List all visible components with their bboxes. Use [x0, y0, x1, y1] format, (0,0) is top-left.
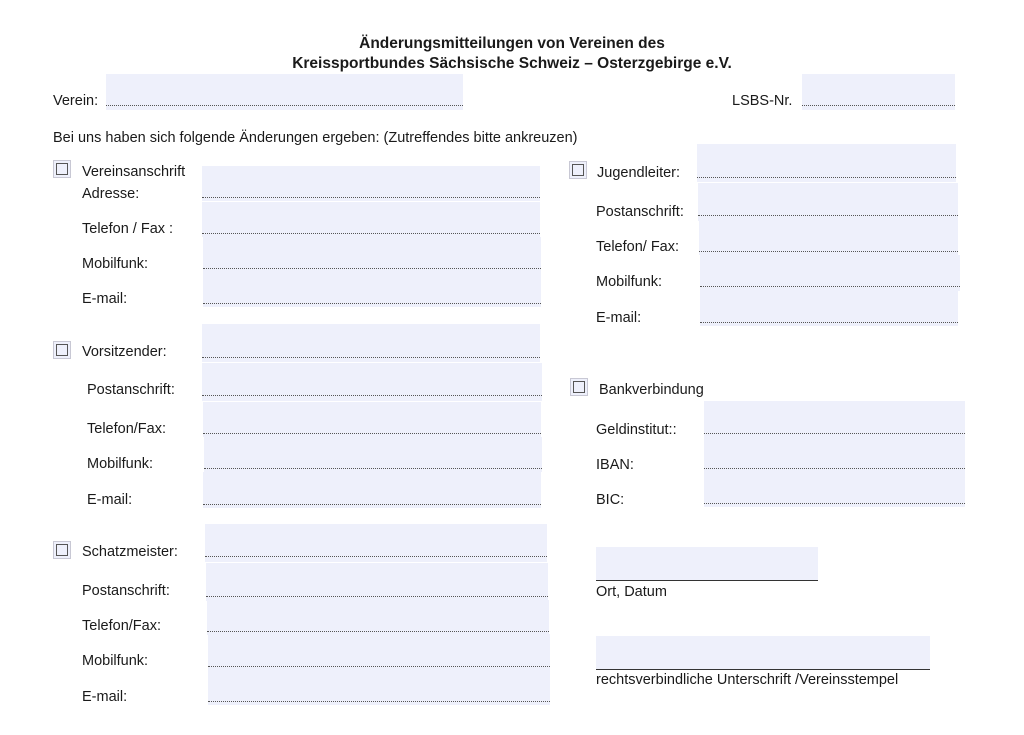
dotted-line: [203, 303, 541, 304]
jugendleiter-label: Jugendleiter:: [597, 165, 681, 181]
dotted-line: [202, 357, 540, 358]
ort-datum-line: [596, 580, 818, 581]
lsbs-label: LSBS-Nr.: [732, 93, 793, 109]
form-title-line1: Änderungsmitteilungen von Vereinen des: [359, 35, 665, 52]
dotted-line: [205, 556, 547, 557]
dotted-line: [202, 197, 540, 198]
schatzmeister-postanschrift-label: Postanschrift:: [82, 583, 170, 599]
dotted-line: [208, 666, 550, 667]
lsbs-dotted-line: [802, 105, 955, 106]
vorsitzender-telefon-label: Telefon/Fax:: [87, 421, 166, 437]
unterschrift-field[interactable]: [596, 636, 930, 669]
dotted-line: [203, 433, 541, 434]
vorsitzender-telefon-field[interactable]: [203, 402, 541, 437]
geldinstitut-label: Geldinstitut::: [596, 422, 677, 438]
checkbox-jugendleiter[interactable]: [569, 161, 587, 179]
dotted-line: [698, 215, 958, 216]
schatzmeister-mobilfunk-field[interactable]: [208, 634, 550, 670]
vereinsanschrift-adresse-field[interactable]: [202, 166, 540, 201]
checkbox-bankverbindung[interactable]: [570, 378, 588, 396]
schatzmeister-label: Schatzmeister:: [82, 544, 178, 560]
schatzmeister-email-field[interactable]: [208, 669, 550, 705]
dotted-line: [697, 177, 956, 178]
vereinsanschrift-telefon-field[interactable]: [202, 202, 540, 237]
vorsitzender-mobilfunk-label: Mobilfunk:: [87, 456, 154, 472]
dotted-line: [700, 286, 960, 287]
vereinsanschrift-mobilfunk-label: Mobilfunk:: [82, 256, 149, 272]
dotted-line: [699, 251, 958, 252]
unterschrift-line: [596, 669, 930, 670]
dotted-line: [206, 596, 548, 597]
instruction-text: Bei uns haben sich folgende Änderungen ergeben: (Zutreffendes bitte ankreuzen): [53, 130, 578, 146]
iban-field[interactable]: [704, 437, 965, 472]
jugendleiter-email-label: E-mail:: [596, 310, 642, 326]
dotted-line: [202, 233, 540, 234]
verein-dotted-line: [106, 105, 463, 106]
verein-label: Verein:: [53, 93, 99, 109]
iban-label: IBAN:: [596, 457, 634, 473]
vorsitzender-postanschrift-label: Postanschrift:: [87, 382, 175, 398]
dotted-line: [204, 468, 542, 469]
vorsitzender-email-label: E-mail:: [87, 492, 133, 508]
schatzmeister-mobilfunk-label: Mobilfunk:: [82, 653, 149, 669]
geldinstitut-field[interactable]: [704, 401, 965, 437]
unterschrift-label: rechtsverbindliche Unterschrift /Vereinsstempel: [596, 672, 899, 688]
dotted-line: [208, 701, 550, 702]
dotted-line: [203, 268, 541, 269]
bic-field[interactable]: [704, 472, 965, 507]
dotted-line: [704, 503, 965, 504]
vereinsanschrift-mobilfunk-field[interactable]: [203, 237, 541, 272]
checkbox-schatzmeister[interactable]: [53, 541, 71, 559]
checkbox-vereinsanschrift[interactable]: [53, 160, 71, 178]
ort-datum-label: Ort, Datum: [596, 584, 667, 600]
jugendleiter-mobilfunk-label: Mobilfunk:: [596, 274, 663, 290]
dotted-line: [202, 395, 542, 396]
bankverbindung-title: Bankverbindung: [599, 382, 704, 398]
dotted-line: [704, 468, 965, 469]
dotted-line: [700, 322, 958, 323]
schatzmeister-email-label: E-mail:: [82, 689, 128, 705]
jugendleiter-email-field[interactable]: [700, 290, 958, 326]
vereinsanschrift-title: Vereinsanschrift: [82, 164, 186, 180]
checkbox-vorsitzender[interactable]: [53, 341, 71, 359]
dotted-line: [207, 631, 549, 632]
jugendleiter-telefon-label: Telefon/ Fax:: [596, 239, 680, 255]
vorsitzender-mobilfunk-field[interactable]: [204, 437, 542, 472]
vereinsanschrift-telefon-label: Telefon / Fax :: [82, 221, 174, 237]
form-title-line2: Kreissportbundes Sächsische Schweiz – Osterzgebirge e.V.: [292, 55, 732, 72]
jugendleiter-postanschrift-label: Postanschrift:: [596, 204, 684, 220]
schatzmeister-telefon-label: Telefon/Fax:: [82, 618, 161, 634]
vorsitzender-label: Vorsitzender:: [82, 344, 167, 360]
bic-label: BIC:: [596, 492, 625, 508]
dotted-line: [704, 433, 965, 434]
vorsitzender-email-field[interactable]: [203, 472, 541, 508]
vereinsanschrift-email-label: E-mail:: [82, 291, 128, 307]
schatzmeister-telefon-field[interactable]: [207, 600, 549, 635]
vereinsanschrift-email-field[interactable]: [203, 272, 541, 307]
vereinsanschrift-adresse-label: Adresse:: [82, 186, 140, 202]
ort-datum-field[interactable]: [596, 547, 818, 580]
jugendleiter-telefon-field[interactable]: [699, 220, 958, 255]
dotted-line: [203, 504, 541, 505]
